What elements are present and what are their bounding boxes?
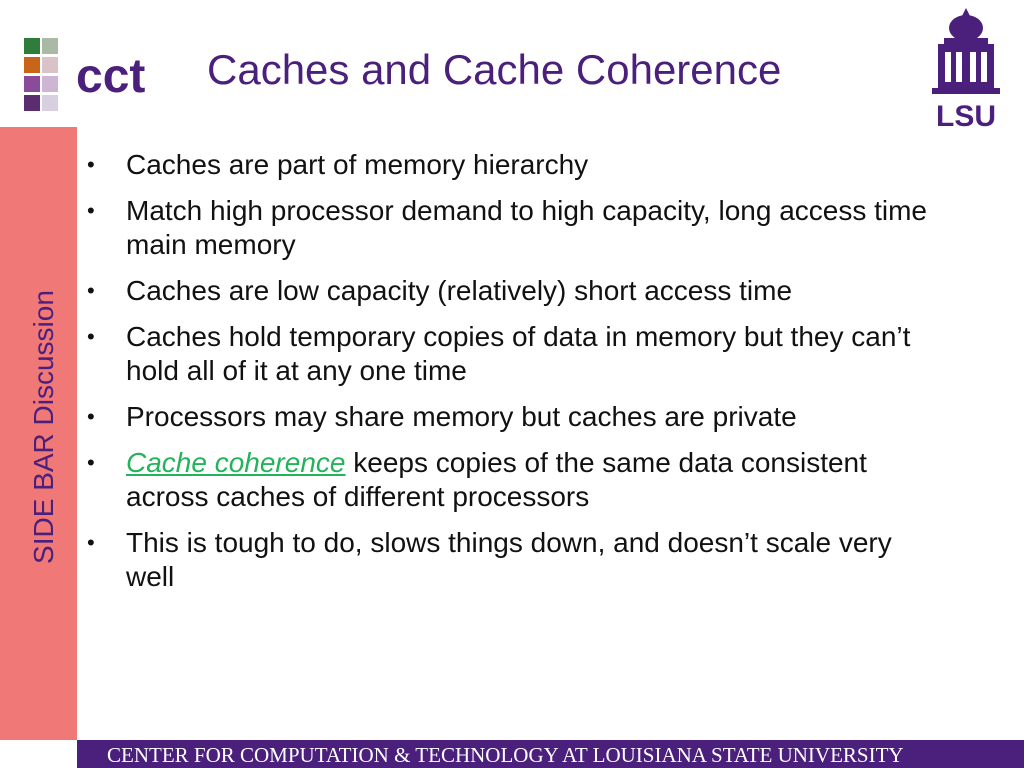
bullet-item bbox=[87, 274, 947, 308]
slide-title: Caches and Cache Coherence bbox=[207, 46, 782, 93]
footer-banner: CENTER FOR COMPUTATION & TECHNOLOGY AT LOUISIANA STATE UNIVERSITY bbox=[77, 740, 1024, 768]
bullet-dot-icon: • bbox=[87, 152, 95, 177]
bullet-text: Caches are part of memory hierarchy bbox=[126, 149, 589, 180]
cache-coherence-link[interactable]: Cache coherence bbox=[126, 447, 346, 478]
bullet-dot-icon: • bbox=[87, 198, 95, 223]
bullet-text: keeps copies of the same data consistent across caches of different processors bbox=[126, 447, 867, 512]
bullet-item bbox=[87, 194, 947, 262]
bullet-item bbox=[87, 400, 947, 434]
bullet-text: Processors may share memory but caches are private bbox=[126, 401, 797, 432]
bullet-dot-icon: • bbox=[87, 530, 95, 555]
sidebar-label: SIDE BAR Discussion bbox=[28, 290, 59, 564]
bullet-item bbox=[87, 526, 947, 594]
bullet-item bbox=[87, 320, 947, 388]
bullet-text: Caches are low capacity (relatively) short access time bbox=[126, 275, 793, 306]
lsu-logo bbox=[924, 6, 1008, 130]
bullet-item bbox=[87, 446, 947, 514]
lsu-logo-text: LSU bbox=[936, 100, 996, 130]
cct-logo bbox=[22, 36, 182, 116]
bullet-text: Match high processor demand to high capacity, long access time main memory bbox=[126, 195, 928, 260]
bullet-dot-icon: • bbox=[87, 324, 95, 349]
bullet-dot-icon: • bbox=[87, 450, 95, 475]
bullet-text: Caches hold temporary copies of data in memory but they can’t hold all of it at any one time bbox=[126, 321, 911, 386]
bullet-dot-icon: • bbox=[87, 278, 95, 303]
bullet-dot-icon: • bbox=[87, 404, 95, 429]
cct-logo-text: cct bbox=[76, 50, 146, 103]
bullet-list bbox=[87, 148, 947, 606]
bullet-item bbox=[87, 148, 947, 182]
bullet-text: This is tough to do, slows things down, and doesn’t scale very well bbox=[126, 527, 892, 592]
